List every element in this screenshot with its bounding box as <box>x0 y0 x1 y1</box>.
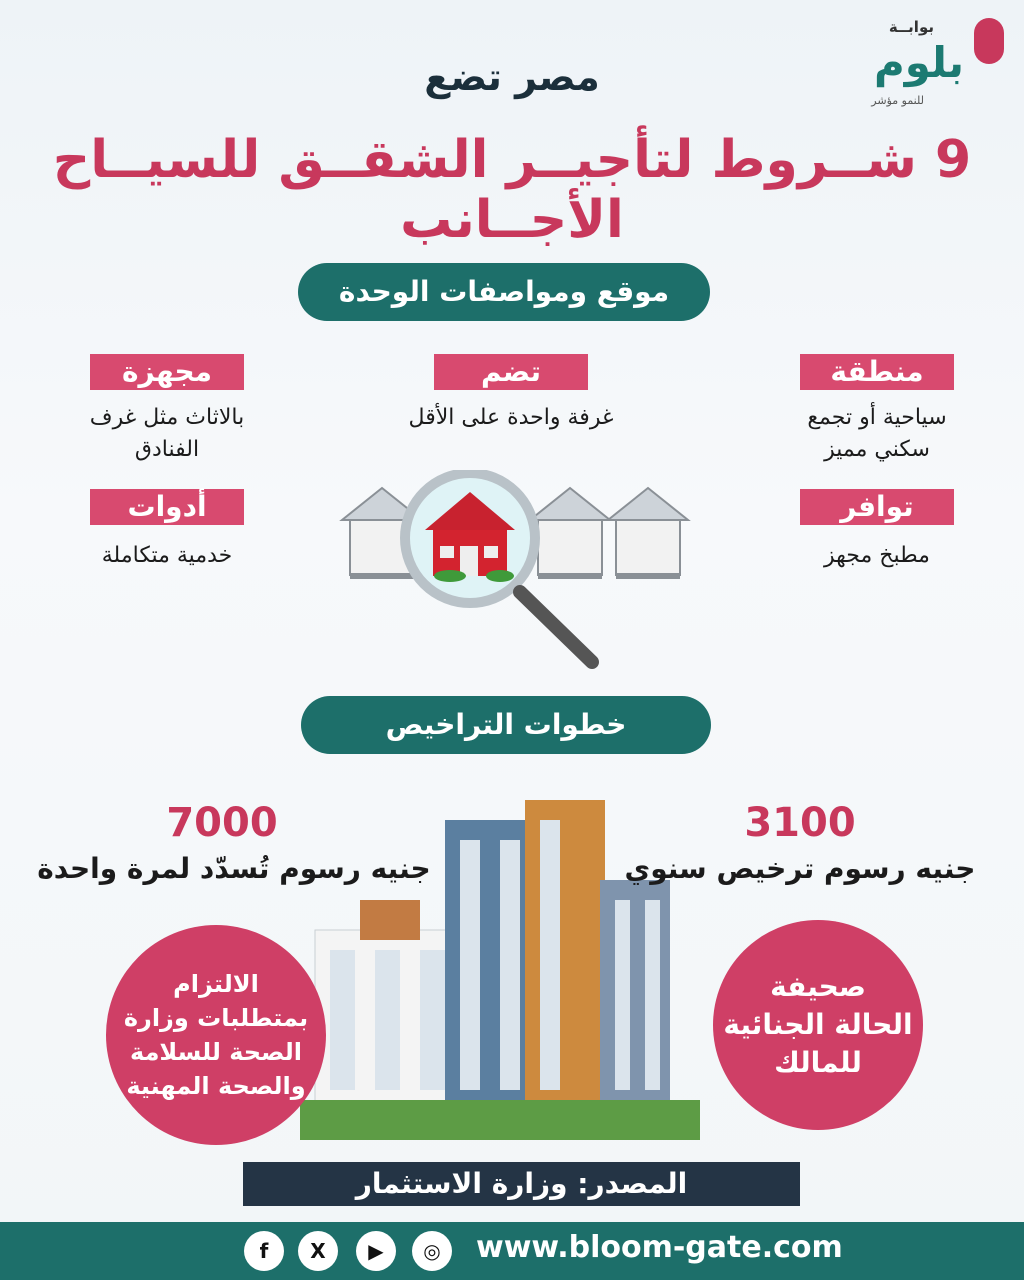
section-location-title: موقع ومواصفات الوحدة <box>298 263 710 321</box>
criminal-record-circle: صحيفة الحالة الجنائية للمالك <box>713 920 923 1130</box>
health-requirements-circle: الالتزام بمتطلبات وزارة الصحة للسلامة والصحة المهنية <box>106 925 326 1145</box>
website-link[interactable]: www.bloom-gate.com <box>476 1230 843 1265</box>
fee-text-onetime: جنيه رسوم تُسدّد لمرة واحدة <box>37 852 431 885</box>
feature-tag-kitchen: توافر <box>800 489 954 525</box>
footer-bar <box>0 1222 1024 1280</box>
houses-magnifier-icon <box>330 470 700 675</box>
brand-tagline: للنمو مؤشر <box>871 94 924 107</box>
feature-desc-furnished: بالاثاث مثل غرف الفنادق <box>89 405 245 462</box>
feature-tag-tools: أدوات <box>90 489 244 525</box>
fee-amount-annual: 3100 <box>744 800 856 846</box>
brand-top: بوابــة <box>888 18 934 36</box>
fee-text-annual: جنيه رسوم ترخيص سنوي <box>624 852 976 885</box>
facebook-icon[interactable]: f <box>244 1231 284 1271</box>
feature-desc-tools: خدمية متكاملة <box>101 543 233 568</box>
feature-tag-rooms: تضم <box>434 354 588 390</box>
section-licensing-title: خطوات التراخيص <box>301 696 711 754</box>
feature-desc-area: سياحية أو تجمع سكني مميز <box>807 405 947 462</box>
source-label: المصدر: وزارة الاستثمار <box>243 1162 800 1206</box>
title-line1: مصر تضع <box>424 55 600 99</box>
instagram-icon[interactable]: ◎ <box>412 1231 452 1271</box>
fee-amount-onetime: 7000 <box>166 800 278 846</box>
youtube-icon[interactable]: ▶ <box>356 1231 396 1271</box>
feature-desc-kitchen: مطبخ مجهز <box>824 543 930 568</box>
x-icon[interactable]: X <box>298 1231 338 1271</box>
brand-name: بلوم <box>873 38 964 87</box>
feature-desc-rooms: غرفة واحدة على الأقل <box>408 405 614 430</box>
feature-tag-area: منطقة <box>800 354 954 390</box>
title-line2: 9 شــروط لتأجيــر الشقــق للسيــاح الأجــانب <box>52 130 972 250</box>
feature-tag-furnished: مجهزة <box>90 354 244 390</box>
